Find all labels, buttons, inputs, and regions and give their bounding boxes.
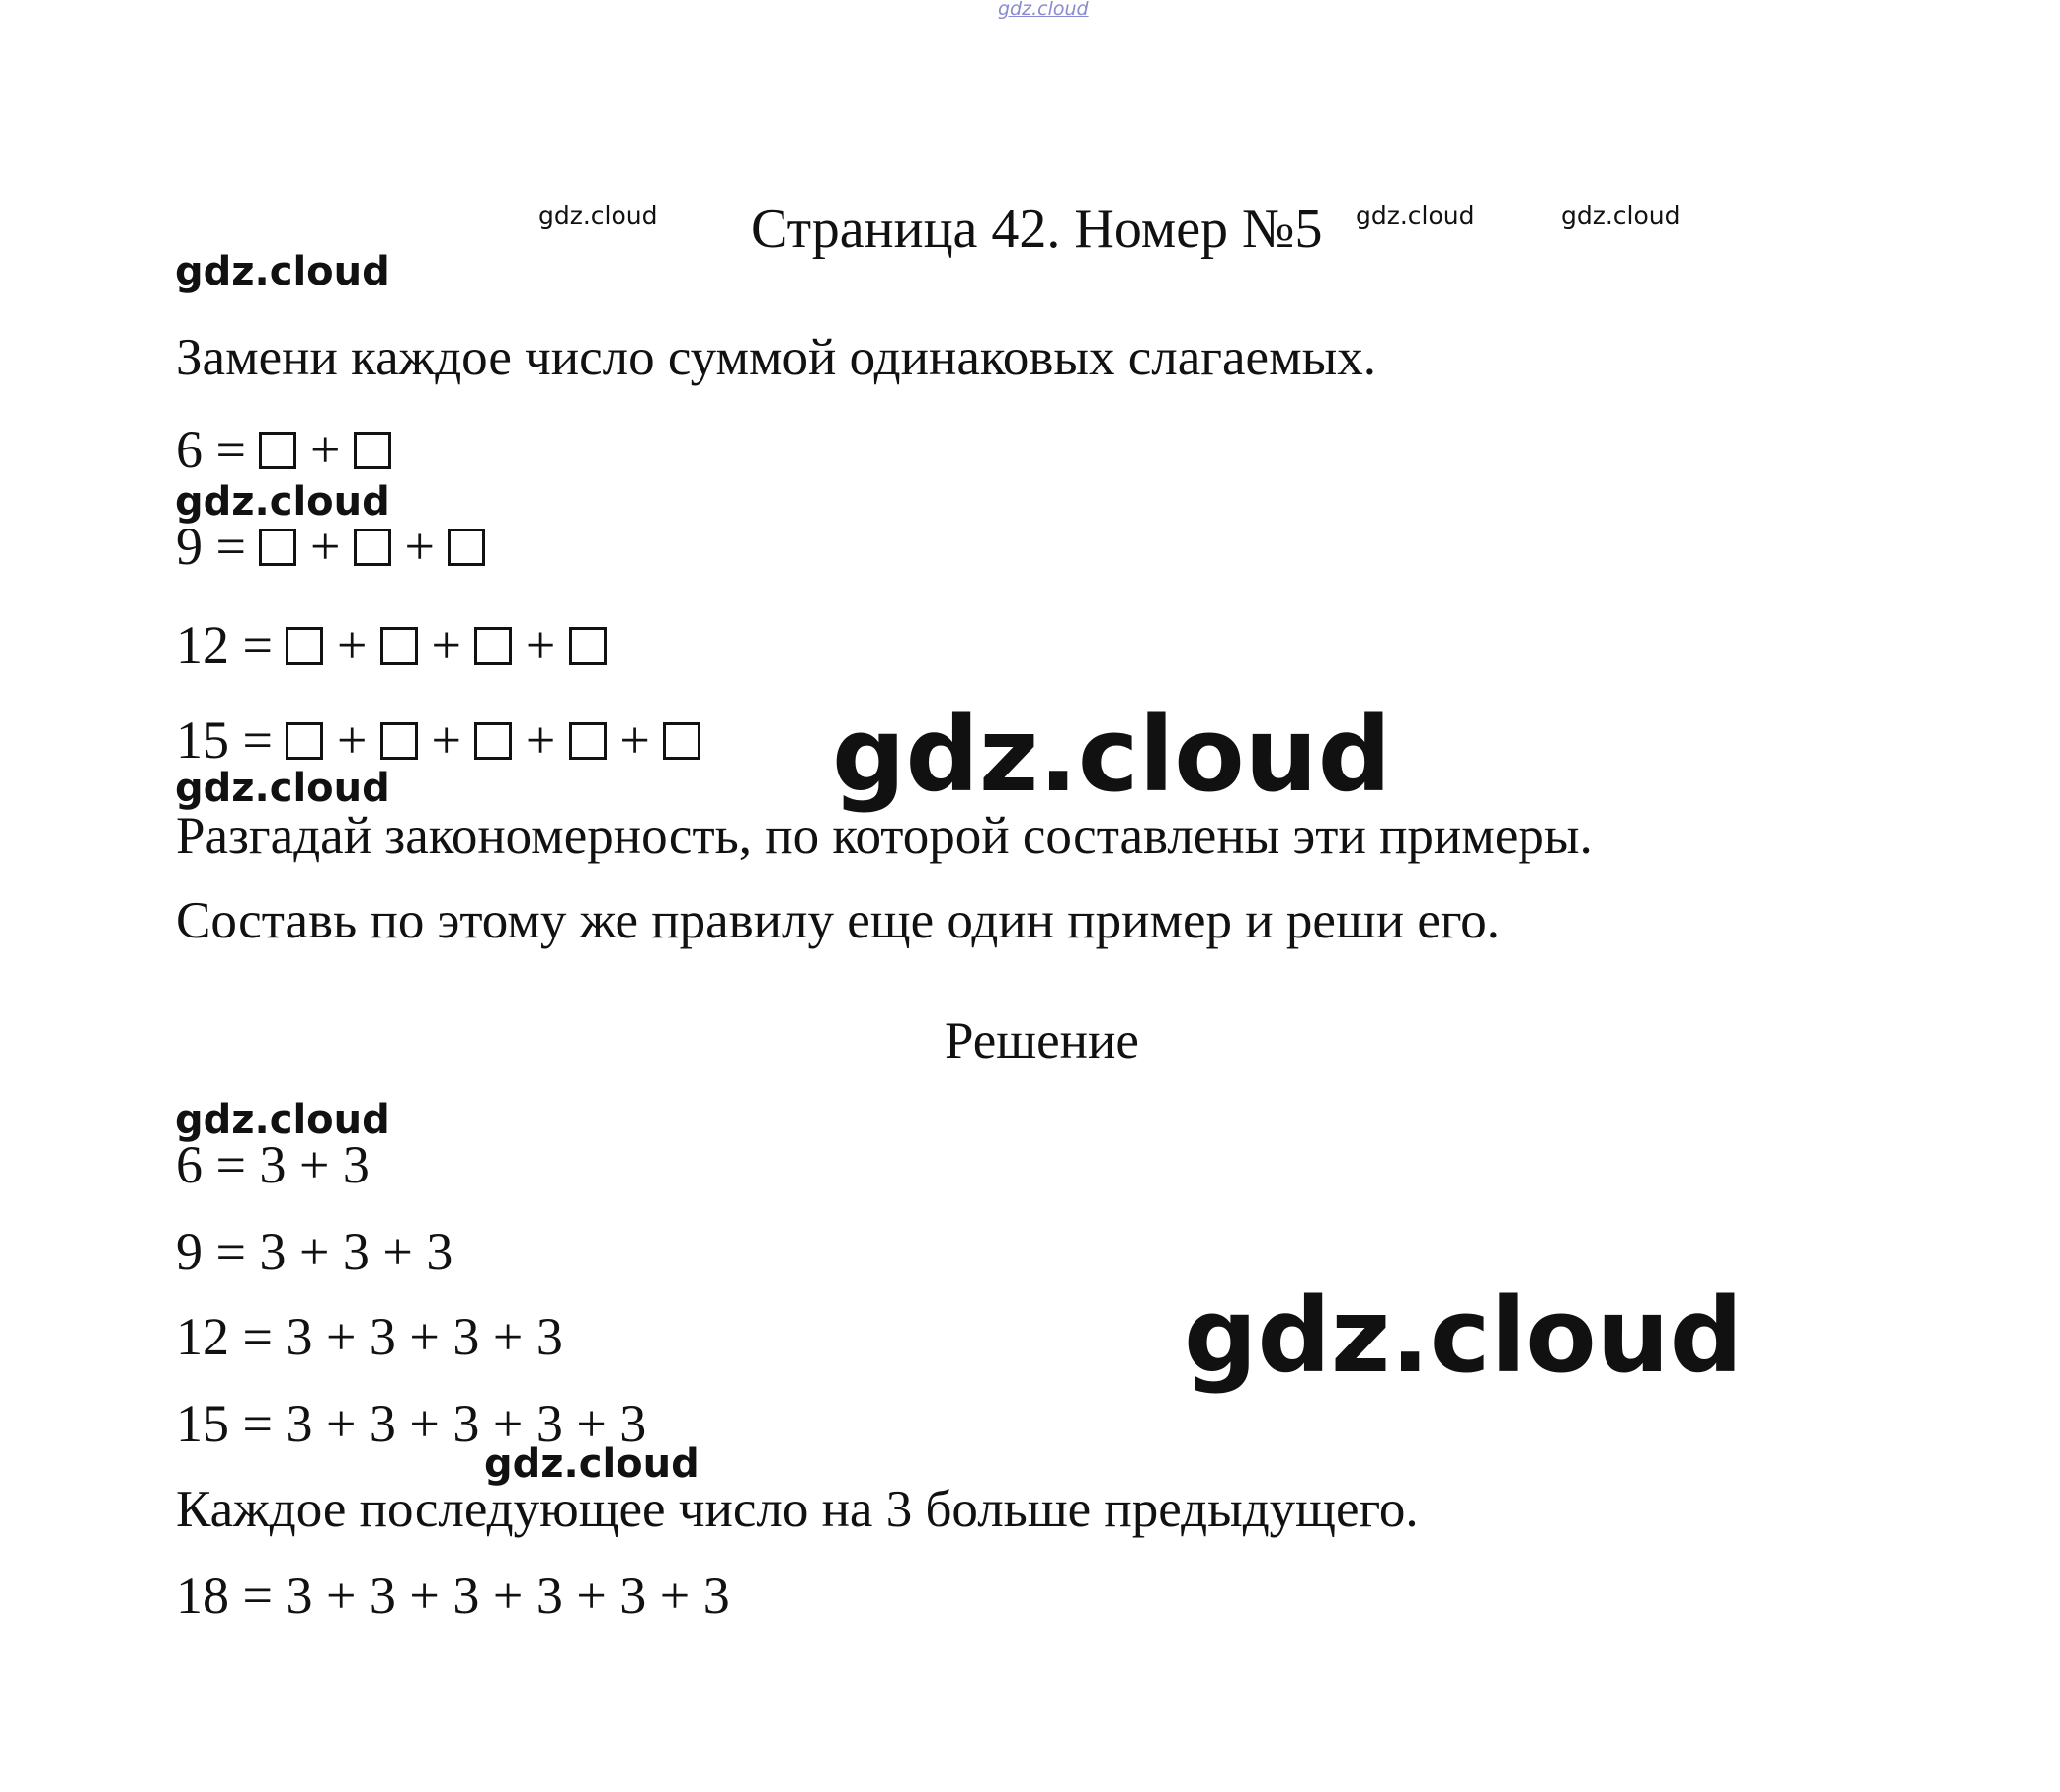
exercise-number: 6 <box>176 420 203 479</box>
answer-box[interactable] <box>259 432 296 469</box>
watermark-mid: gdz.cloud <box>484 1441 700 1487</box>
exercise-number: 12 <box>176 615 229 675</box>
page-title: Страница 42. Номер №5 <box>751 199 1323 260</box>
answer-box[interactable] <box>286 627 323 665</box>
exercise-15: 15 = + + + + <box>176 713 700 767</box>
answer-box[interactable] <box>380 627 418 665</box>
watermark-title-left: gdz.cloud <box>538 202 658 230</box>
solution-heading: Решение <box>945 1013 1139 1070</box>
task-question-1: Разгадай закономерность, по которой составлены эти примеры. <box>176 807 1593 864</box>
watermark-left-4: gdz.cloud <box>175 1098 390 1143</box>
solution-example: 18 = 3 + 3 + 3 + 3 + 3 + 3 <box>176 1566 730 1625</box>
watermark-big-2: gdz.cloud <box>1184 1275 1744 1396</box>
watermark-big-1: gdz.cloud <box>832 694 1392 815</box>
exercise-9: 9 = + + <box>176 520 485 573</box>
task-instruction: Замени каждое число суммой одинаковых слагаемых. <box>176 329 1376 386</box>
exercise-number: 9 <box>176 517 203 576</box>
answer-box[interactable] <box>259 529 296 566</box>
watermark-left-1: gdz.cloud <box>175 249 390 294</box>
solution-line: 9 = 3 + 3 + 3 <box>176 1222 453 1281</box>
exercise-12: 12 = + + + <box>176 618 607 672</box>
answer-box[interactable] <box>474 627 512 665</box>
answer-box[interactable] <box>354 529 391 566</box>
solution-line: 12 = 3 + 3 + 3 + 3 <box>176 1307 563 1366</box>
answer-box[interactable] <box>569 627 607 665</box>
watermark-title-right1: gdz.cloud <box>1356 202 1475 230</box>
answer-box[interactable] <box>354 432 391 469</box>
answer-box[interactable] <box>448 529 485 566</box>
answer-box[interactable] <box>286 722 323 760</box>
watermark-top: gdz.cloud <box>998 0 1089 20</box>
answer-box[interactable] <box>663 722 700 760</box>
answer-box[interactable] <box>380 722 418 760</box>
watermark-left-3: gdz.cloud <box>175 766 390 811</box>
watermark-left-2: gdz.cloud <box>175 479 390 525</box>
task-question-2: Составь по этому же правилу еще один пример и реши его. <box>176 892 1501 949</box>
solution-line: 15 = 3 + 3 + 3 + 3 + 3 <box>176 1394 647 1453</box>
solution-line: 6 = 3 + 3 <box>176 1135 370 1194</box>
exercise-6: 6 = + <box>176 423 391 476</box>
answer-box[interactable] <box>474 722 512 760</box>
answer-box[interactable] <box>569 722 607 760</box>
watermark-title-right2: gdz.cloud <box>1561 202 1681 230</box>
solution-pattern: Каждое последующее число на 3 больше предыдущего. <box>176 1481 1419 1538</box>
exercise-number: 15 <box>176 710 229 770</box>
